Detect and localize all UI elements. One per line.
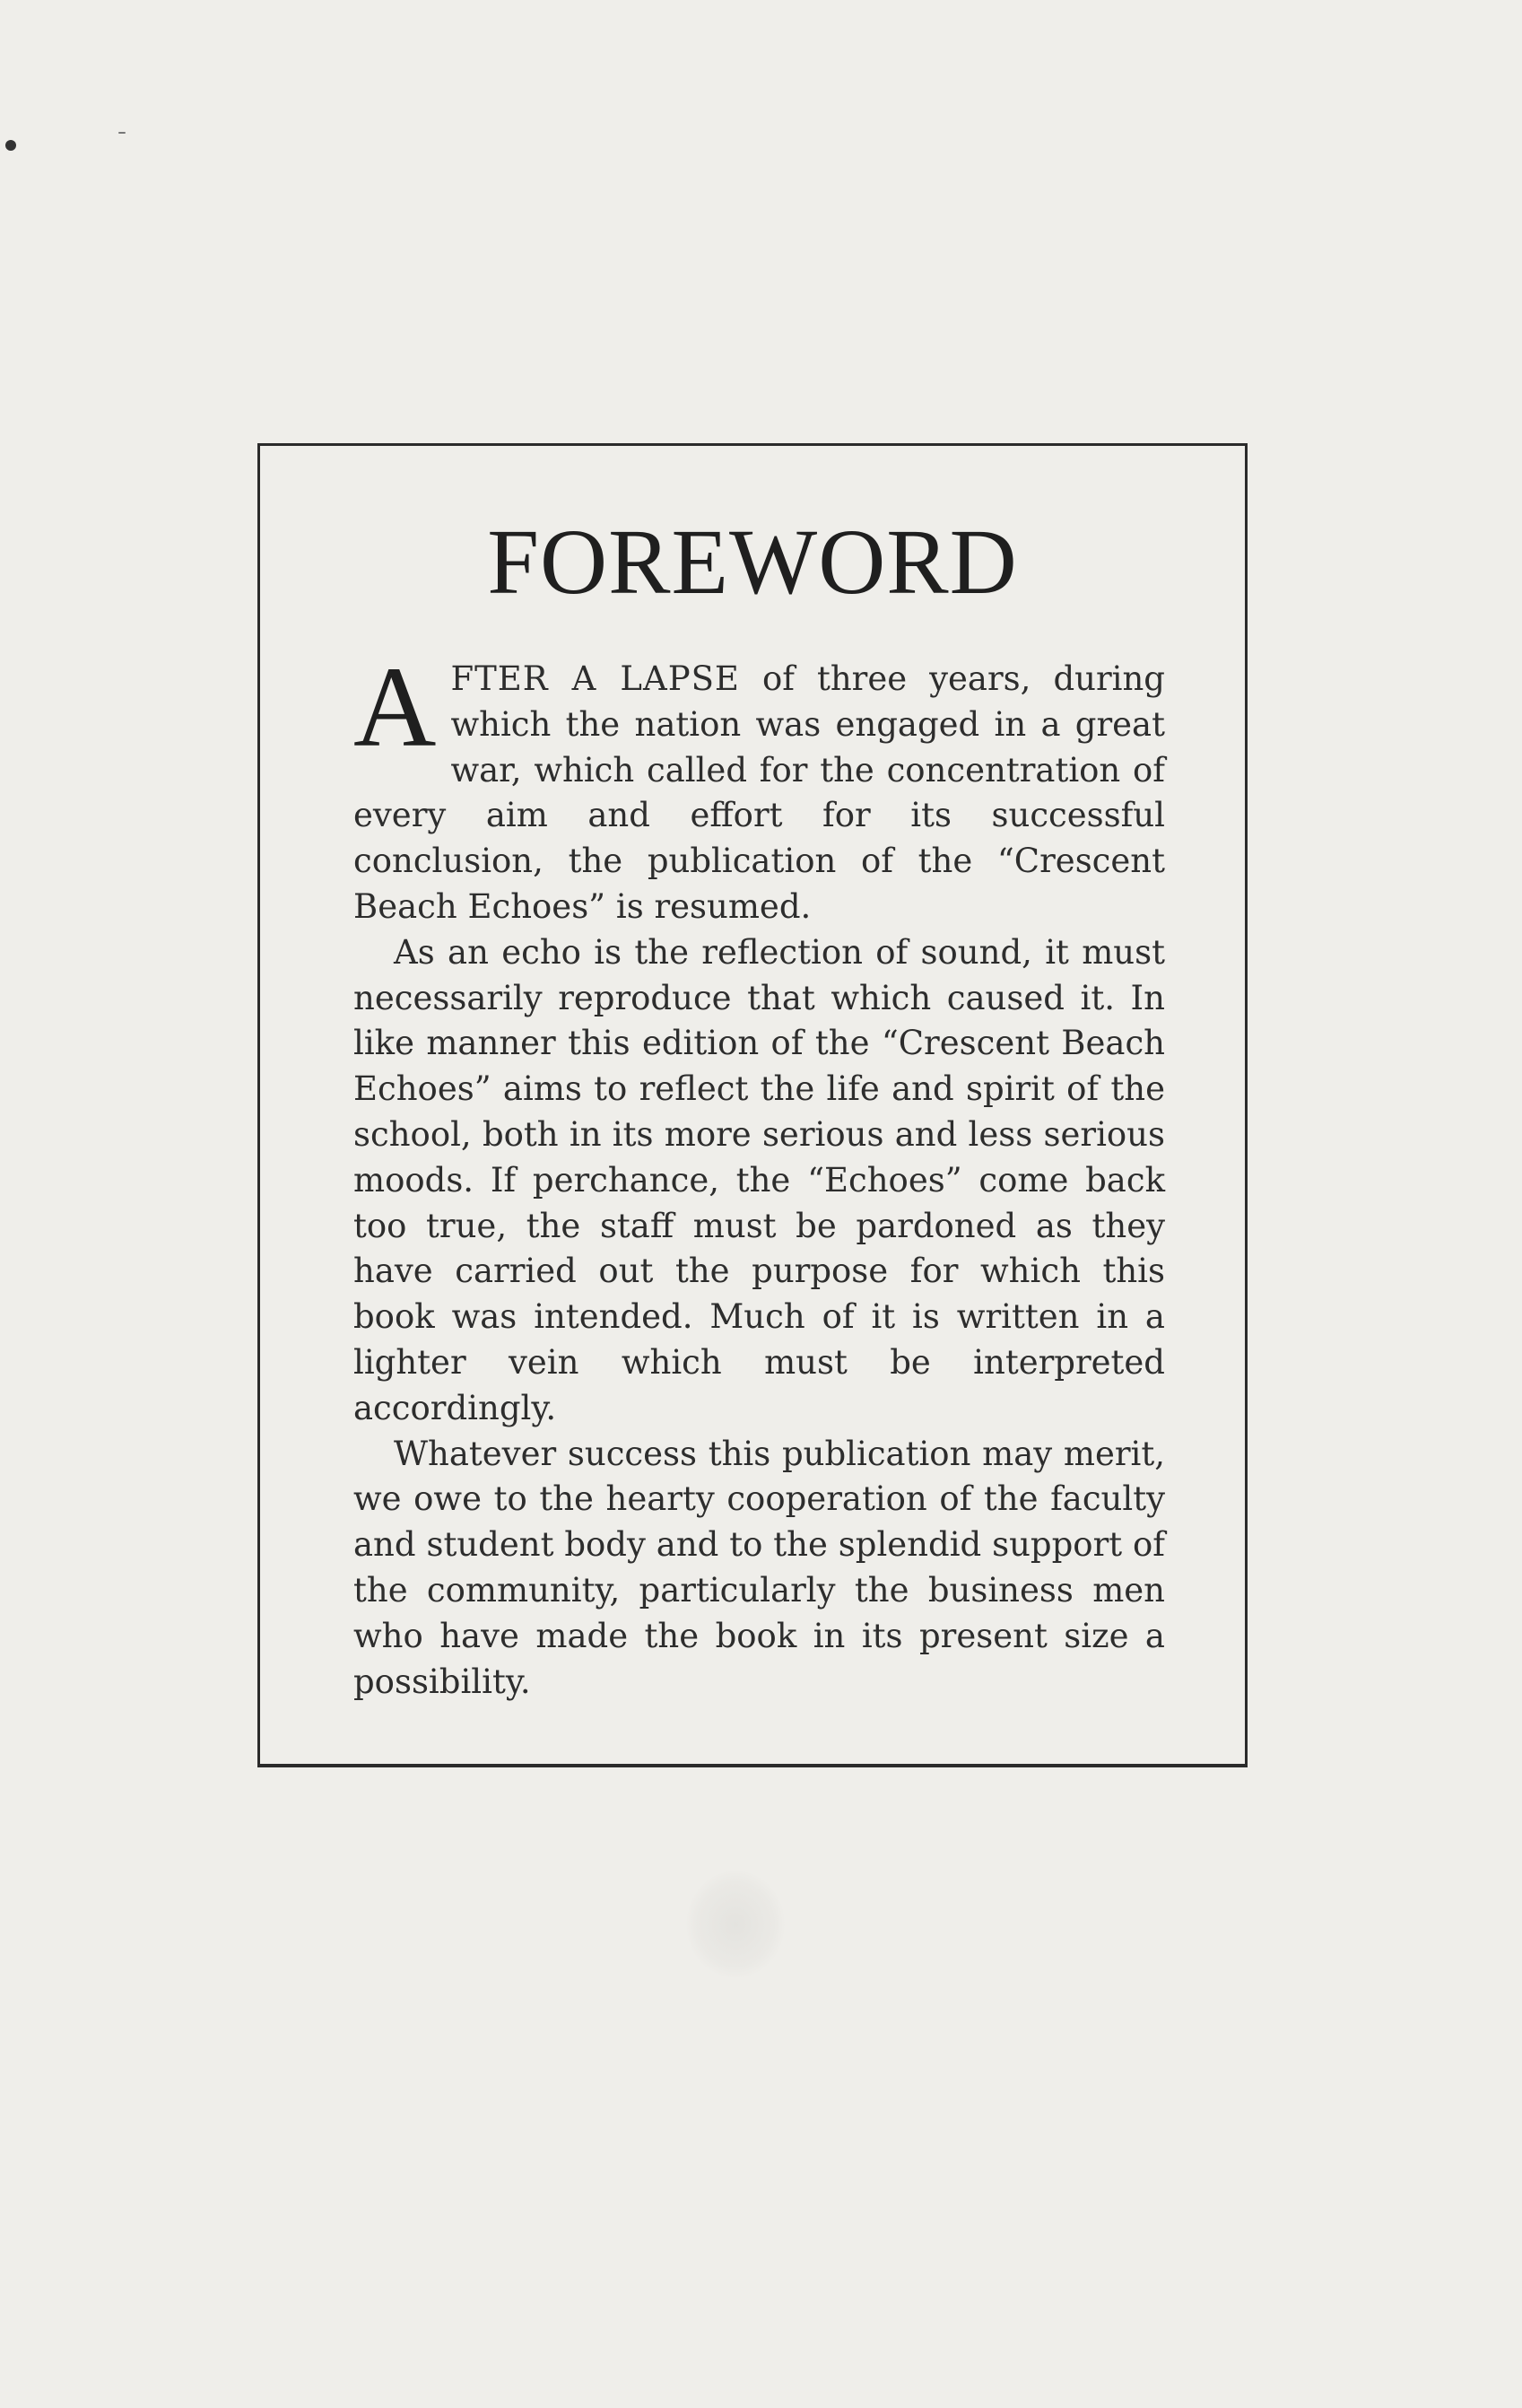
margin-speck [5,140,16,151]
foreword-text [353,643,1165,1705]
margin-speck [118,132,126,134]
foreword-frame [257,443,1248,1767]
paragraph-3: Whatever success this publication may merit, we owe to the hearty cooperation of the faculty and student body and to the splendid support of the community, particularly the business men who have made the book in its present size a possibility. [353,1434,1165,1701]
drop-cap: A [353,643,437,771]
paragraph-2: As an echo is the reflection of sound, it must necessarily reproduce that which caused it. In like manner this edition of the “Crescent Beach Echoes” aims to reflect the life and spirit of the school, both in its more serious and less serious moods. If perchance, the “Echoes” come back too true, the staff must be pardoned as they have carried out the purpose for which this book was intended. Much of it is written in a lighter vein which must be interpreted accordingly. [353,932,1165,1427]
paragraph-1-text: of three years, during which the nation was engaged in a great war, which called for the concentration of every aim and effort for its successful conclusion, the publication of the “Crescent Beach Echoes” is resumed. [353,659,1165,926]
lead-small-caps: FTER A LAPSE [450,659,740,698]
paragraph-1 [353,643,1165,930]
embossed-seal [686,1871,785,1978]
page-title: FOREWORD [487,510,1018,614]
